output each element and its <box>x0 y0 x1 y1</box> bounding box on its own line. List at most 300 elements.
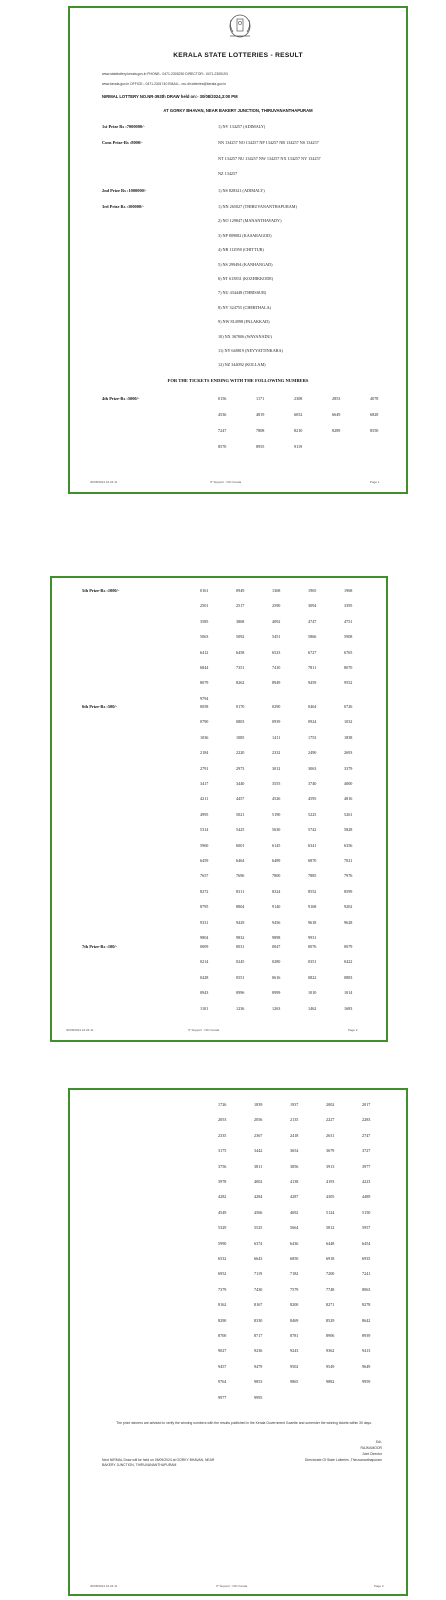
result-page-3 <box>68 1088 408 1596</box>
prize-number: 4282 <box>218 1194 227 1200</box>
prize-number: 4284 <box>254 1194 263 1200</box>
prize-number: 8272 <box>200 888 209 894</box>
prize-number: 2308 <box>294 396 303 401</box>
prize-number: 7119 <box>254 1271 263 1277</box>
prize-number: 8781 <box>290 1333 299 1338</box>
cons-prize-line: NT 134257 NU 134257 NW 134257 NX 134257 NY 134257 <box>218 155 321 161</box>
prize-number: 7885 <box>308 873 317 879</box>
prize-number: 6436 <box>290 1240 299 1246</box>
prize-number: 3417 <box>200 781 209 786</box>
prize-number: 0726 <box>344 704 353 709</box>
prize-number: 7241 <box>362 1271 371 1277</box>
prize-number: 2184 <box>200 750 209 756</box>
prize-number: 3442 <box>254 1148 263 1154</box>
kerala-emblem-icon <box>225 12 255 40</box>
prize-number: 4287 <box>290 1194 299 1200</box>
prize-number: 4457 <box>236 796 245 802</box>
second-prize-label: 2nd Prize Rs :1000000/- <box>102 188 147 193</box>
prize-number: 6828 <box>370 412 379 417</box>
prize-number: 0616 <box>272 974 281 980</box>
prize-number: 4819 <box>256 412 265 417</box>
prize-number: 5742 <box>308 827 317 833</box>
prize-number: 7200 <box>326 1271 335 1277</box>
prize-number: 8324 <box>272 888 281 894</box>
prize-number: 0943 <box>200 990 209 996</box>
prize-number: 1726 <box>218 1102 227 1107</box>
prize-number: 9413 <box>362 1348 371 1354</box>
prize-number: 8271 <box>326 1302 335 1308</box>
prize-number: 9865 <box>290 1379 299 1385</box>
prize-number: 9168 <box>308 904 317 910</box>
footer-timestamp: 30/08/2024 16:24:11 <box>66 1028 94 1032</box>
prize-number: 1965 <box>308 588 317 593</box>
prize-number: 8570 <box>218 444 227 449</box>
fourth-prize-label: 4th Prize-Rs :5000/- <box>102 396 140 401</box>
prize-number: 0079 <box>344 944 353 949</box>
prize-number: 6870 <box>308 858 317 863</box>
prize-number: 5960 <box>200 842 209 848</box>
prize-number: 3727 <box>362 1148 371 1154</box>
prize-number: 2501 <box>200 603 209 609</box>
prize-number: 3094 <box>308 603 317 609</box>
prize-number: 2973 <box>236 765 245 771</box>
prize-number: 1683 <box>344 1005 353 1011</box>
prize-number: 9119 <box>294 444 303 449</box>
prize-number: 4002 <box>254 1179 263 1184</box>
prize-number: 4816 <box>344 796 353 802</box>
prize-number: 2056 <box>254 1117 263 1123</box>
prize-number: 8599 <box>344 888 353 894</box>
prize-number: 0996 <box>236 990 245 996</box>
page-title: KERALA STATE LOTTERIES - RESULT <box>173 52 303 59</box>
prize-number: 3063 <box>308 765 317 771</box>
prize-number: 0058 <box>200 704 209 709</box>
prize-number: 3856 <box>290 1163 299 1169</box>
prize-number: 9853 <box>254 1379 263 1385</box>
prize-number: 4138 <box>290 1179 299 1184</box>
prize-number: 2053 <box>218 1117 227 1123</box>
prize-number: 4489 <box>362 1194 371 1200</box>
prize-number: 7021 <box>344 858 353 863</box>
cons-prize-line: NN 134257 NO 134257 NP 134257 NR 134257 NS 134257 <box>218 140 319 145</box>
prize-number: 8717 <box>254 1333 263 1338</box>
prize-number: 8330 <box>254 1317 263 1323</box>
next-draw-notice: Next NIRMAL Draw will be held on 06/09/2024 at GORKY BHAVAN, NEAR BAKERY JUNCTION, THIRUVANANTHAPURAM <box>102 1458 215 1468</box>
prize-number: 9457 <box>218 1363 227 1369</box>
prize-number: 5451 <box>272 634 281 640</box>
prize-number: 1838 <box>344 734 353 740</box>
prize-number: 8906 <box>326 1333 335 1338</box>
prize-number: 6844 <box>200 665 209 670</box>
prize-number: 8552 <box>308 888 317 894</box>
prize-number: 5063 <box>200 634 209 640</box>
prize-number: 3868 <box>236 618 245 624</box>
prize-number: 6918 <box>326 1256 335 1261</box>
prize-number: 6448 <box>326 1240 335 1246</box>
prize-number: 8278 <box>362 1302 371 1308</box>
prize-number: 1937 <box>290 1102 299 1107</box>
second-prize-winner: 1) NS 828321 (ADIMALY) <box>218 188 265 193</box>
prize-number: 3585 <box>200 618 209 624</box>
prize-number: 5021 <box>236 811 245 817</box>
prize-number: 1014 <box>344 990 353 996</box>
prize-number: 0170 <box>236 704 245 709</box>
prize-number: 8200 <box>290 1302 299 1308</box>
prize-number: 9995 <box>254 1394 263 1400</box>
prize-number: 8949 <box>272 680 281 686</box>
prize-number: 7696 <box>236 873 245 879</box>
prize-number: 4078 <box>370 396 379 401</box>
prize-number: 6523 <box>272 649 281 655</box>
prize-number: 0290 <box>272 704 281 709</box>
third-prize-winner: 8) NV 324755 (CHERTHALA) <box>218 304 272 310</box>
prize-number: 9764 <box>218 1379 227 1385</box>
prize-number: 4526 <box>272 796 281 802</box>
prize-number: 1368 <box>272 588 281 593</box>
prize-number: 7579 <box>290 1286 299 1292</box>
prize-number: 3977 <box>362 1163 371 1169</box>
prize-number: 1236 <box>236 1005 245 1011</box>
prize-number: 8700 <box>218 1333 227 1338</box>
prize-number: 4566 <box>254 1209 263 1215</box>
ending-numbers-heading: FOR THE TICKETS ENDING WITH THE FOLLOWING NUMBERS <box>167 378 309 383</box>
prize-number: 8289 <box>332 428 341 433</box>
prize-number: 2002 <box>326 1102 335 1107</box>
draw-info: NIRMAL LOTTERY NO.NR-393th DRAW held on:- 30/08/2024,3:00 PM <box>102 94 238 99</box>
prize-number: 2227 <box>326 1117 335 1123</box>
prize-number: 1010 <box>308 990 317 996</box>
prize-number: 5190 <box>272 811 281 817</box>
prize-number: 0999 <box>272 990 281 996</box>
prize-number: 6145 <box>272 842 281 848</box>
third-prize-winner: 1) NN 265027 (THIRUVANANTHAPURAM) <box>218 204 297 209</box>
prize-number: 1839 <box>254 1102 263 1107</box>
prize-number: 9549 <box>326 1363 335 1369</box>
prize-number: 8063 <box>362 1286 371 1292</box>
prize-number: 8469 <box>290 1317 299 1323</box>
prize-number: 1085 <box>236 734 245 740</box>
prize-number: 3395 <box>344 603 353 609</box>
prize-number: 9649 <box>362 1363 371 1369</box>
prize-number: 7410 <box>272 665 281 670</box>
prize-number: 3679 <box>326 1148 335 1154</box>
prize-number: 2283 <box>362 1117 371 1123</box>
prize-number: 9140 <box>272 904 281 910</box>
prize-number: 1036 <box>200 734 209 740</box>
prize-number: 3740 <box>308 781 317 786</box>
prize-number: 0245 <box>236 959 245 965</box>
prize-number: 9456 <box>272 919 281 925</box>
prize-number: 8262 <box>236 680 245 686</box>
prize-number: 0422 <box>344 959 353 965</box>
prize-number: 1101 <box>200 1005 209 1011</box>
prize-number: 5314 <box>200 827 209 833</box>
prize-number: 5828 <box>344 827 353 833</box>
prize-number: 9832 <box>236 935 245 940</box>
third-prize-winner: 4) NR 112950 (CHITTUR) <box>218 247 264 253</box>
footer-support: IT Support : NIC Kerala <box>188 1028 220 1032</box>
prize-number: 2747 <box>362 1132 371 1138</box>
third-prize-winner: 6) NT 615831 (KOZHIKKODE) <box>218 276 274 281</box>
venue: AT GORKY BHAVAN, NEAR BAKERY JUNCTION, THIRUVANANTHAPURAM <box>163 108 313 113</box>
prize-number: 7808 <box>256 428 265 433</box>
signature-sd: Sd/- <box>375 1440 382 1444</box>
prize-number: 6458 <box>236 649 245 655</box>
prize-number: 8070 <box>344 665 353 670</box>
prize-number: 1968 <box>344 588 353 593</box>
prize-number: 3012 <box>272 765 281 771</box>
third-prize-winner: 10) NX 367006 (WAYANADU) <box>218 333 272 339</box>
prize-number: 6374 <box>254 1240 263 1246</box>
cons-prize-numbers <box>218 135 390 182</box>
prize-number: 0156 <box>218 396 227 401</box>
prize-number: 7430 <box>254 1286 263 1292</box>
third-prize-label: 3rd Prize Rs :100000/- <box>102 204 144 209</box>
prize-number: 8079 <box>200 680 209 686</box>
sixth-prize-label: 6th Prize-Rs :500/- <box>82 704 118 709</box>
prize-number: 7800 <box>272 873 281 879</box>
prize-number: 8167 <box>254 1302 263 1308</box>
prize-number: 9628 <box>344 919 353 925</box>
third-prize-winner: 9) NW 814998 (PALAKKAD) <box>218 319 270 325</box>
prize-number: 5957 <box>362 1225 371 1231</box>
fifth-prize-label: 5th Prize-Rs :1000/- <box>82 588 120 593</box>
prize-number: 4000 <box>344 781 353 786</box>
prize-number: 4211 <box>200 796 209 802</box>
third-prize-winner: 5) NS 299494 (KANHANGAD) <box>218 261 273 267</box>
third-prize-winner: 12) NZ 344092 (KOLLAM) <box>218 362 266 368</box>
prize-number: 4193 <box>326 1179 335 1184</box>
first-prize-label: 1st Prize Rs :7000000/- <box>102 124 145 129</box>
prize-number: 6489 <box>272 858 281 863</box>
prize-number: 9479 <box>254 1363 263 1369</box>
prize-number: 9236 <box>254 1348 263 1354</box>
prize-number: 6935 <box>362 1256 371 1261</box>
prize-number: 4549 <box>218 1209 227 1215</box>
signatory-title: Joint Director <box>362 1452 382 1456</box>
prize-number: 0428 <box>200 974 209 980</box>
prize-number: 9243 <box>290 1348 299 1354</box>
prize-number: 8290 <box>218 1317 227 1323</box>
cons-prize-line: NZ 134257 <box>218 171 238 176</box>
prize-number: 8550 <box>370 428 379 433</box>
prize-number: 2135 <box>290 1117 299 1123</box>
prize-number: 4595 <box>308 796 317 802</box>
prize-number: 3440 <box>236 781 245 786</box>
prize-number: 8210 <box>294 428 303 433</box>
prize-number: 8162 <box>218 1302 227 1308</box>
prize-number: 3555 <box>272 781 281 786</box>
prize-number: 2490 <box>308 750 317 756</box>
prize-number: 8955 <box>256 444 265 449</box>
prize-number: 5150 <box>362 1209 371 1215</box>
prize-number: 9429 <box>236 919 245 925</box>
prize-number: 5812 <box>326 1225 335 1231</box>
prize-number: 9959 <box>362 1379 371 1385</box>
prize-number: 1171 <box>256 396 265 401</box>
prize-number: 0803 <box>236 719 245 725</box>
prize-number: 1032 <box>344 719 353 725</box>
footer-support: IT Support : NIC Kerala <box>216 1584 248 1588</box>
result-page-1 <box>68 6 408 494</box>
prize-number: 2017 <box>362 1102 371 1107</box>
prize-number: 3913 <box>326 1163 335 1169</box>
prize-number: 9027 <box>218 1348 227 1354</box>
prize-number: 2590 <box>272 603 281 609</box>
prize-number: 6464 <box>236 858 245 863</box>
prize-number: 2220 <box>236 750 245 756</box>
prize-number: 0924 <box>308 719 317 725</box>
prize-number: 0949 <box>236 588 245 593</box>
prize-number: 9882 <box>326 1379 335 1385</box>
prize-number: 4223 <box>362 1179 371 1184</box>
prize-number: 2631 <box>326 1132 335 1138</box>
prize-number: 9362 <box>326 1348 335 1354</box>
prize-number: 0351 <box>308 959 317 965</box>
prize-number: 2853 <box>332 396 341 401</box>
prize-number: 3756 <box>218 1163 227 1169</box>
prize-number: 7811 <box>308 665 317 670</box>
footer-support: IT Support : NIC Kerala <box>210 480 242 484</box>
third-prize-winner: 3) NP 809082 (KASARAGOD) <box>218 232 272 238</box>
prize-number: 9618 <box>308 919 317 925</box>
prize-number: 5630 <box>272 827 281 833</box>
prize-number: 5124 <box>326 1209 335 1215</box>
prize-number: 0047 <box>272 944 281 949</box>
prize-number: 6356 <box>344 842 353 848</box>
prize-number: 7748 <box>326 1286 335 1292</box>
prize-number: 4751 <box>344 618 353 624</box>
prize-number: 5908 <box>344 634 353 640</box>
prize-number: 9898 <box>272 935 281 940</box>
prize-number: 6952 <box>218 1271 227 1277</box>
prize-number: 5990 <box>218 1240 227 1246</box>
prize-number: 4305 <box>326 1194 335 1200</box>
prize-number: 0883 <box>344 974 353 980</box>
prize-number: 9794 <box>200 695 209 701</box>
prize-number: 9804 <box>200 935 209 940</box>
prize-number: 8642 <box>362 1317 371 1323</box>
footer-page-number: Page 1 <box>370 480 380 484</box>
prize-number: 6532 <box>218 1256 227 1261</box>
prize-number: 7351 <box>236 665 245 670</box>
prize-number: 5225 <box>308 811 317 817</box>
contact-line-2: www.kerala.gov.in OFFICE:- 0471-2301740 EMAIL:- cru.dir.lotteries@kerala.gov.in <box>102 82 226 86</box>
prize-number: 9502 <box>290 1363 299 1369</box>
prize-number: 8529 <box>326 1317 335 1323</box>
prize-number: 8804 <box>236 904 245 910</box>
prize-number: 4747 <box>308 618 317 624</box>
prize-number: 6850 <box>290 1256 299 1261</box>
prize-number: 9202 <box>344 904 353 910</box>
prize-number: 5261 <box>344 811 353 817</box>
prize-number: 5866 <box>308 634 317 640</box>
directorate: Directorate Of State Lotteries ,Thiruvananthapuram <box>304 1458 382 1462</box>
prize-number: 6765 <box>344 649 353 655</box>
prize-number: 5092 <box>236 634 245 640</box>
result-page-2 <box>50 576 388 1042</box>
prize-number: 1411 <box>272 734 281 740</box>
footer-page-number: Page 2 <box>348 1028 358 1032</box>
prize-number: 4692 <box>290 1209 299 1215</box>
first-prize-winner: 1) NV 134257 (ADIMALY) <box>218 124 266 129</box>
prize-number: 8795 <box>200 904 209 910</box>
prize-number: 6052 <box>294 412 303 417</box>
prize-number: 0161 <box>200 588 209 593</box>
prize-number: 0031 <box>236 944 245 949</box>
prize-number: 2517 <box>236 603 245 609</box>
signatory-name: RAJKAMOOR <box>360 1446 382 1450</box>
prize-number: 2332 <box>272 750 281 756</box>
prize-number: 2418 <box>290 1132 299 1138</box>
prize-number: 0280 <box>272 959 281 965</box>
prize-number: 8939 <box>362 1333 371 1338</box>
prize-number: 5329 <box>218 1225 227 1231</box>
seventh-prize-label: 7th Prize-Rs :100/- <box>82 944 118 949</box>
prize-number: 3654 <box>290 1148 299 1154</box>
prize-number: 9459 <box>308 680 317 686</box>
prize-number: 1753 <box>308 734 317 740</box>
prize-number: 4092 <box>272 618 281 624</box>
prize-number: 0076 <box>308 944 317 949</box>
prize-number: 3811 <box>254 1163 263 1169</box>
prize-number: 7247 <box>218 428 227 433</box>
prize-number: 4995 <box>200 811 209 817</box>
prize-number: 3379 <box>344 765 353 771</box>
prize-number: 6454 <box>362 1240 371 1246</box>
prize-number: 8311 <box>236 888 245 894</box>
prize-number: 7182 <box>290 1271 299 1277</box>
footer-page-number: Page 3 <box>374 1584 384 1588</box>
prize-number: 0790 <box>200 719 209 725</box>
prize-number: 0464 <box>308 704 317 709</box>
prize-number: 0551 <box>236 974 245 980</box>
prize-number: 4536 <box>218 412 227 417</box>
prize-notice: The prize winners are advised to verify the winning numbers with the results published in the Kerala Government Gazette and surrender the winning tickets within 30 days. <box>116 1421 372 1425</box>
prize-number: 6643 <box>254 1256 263 1261</box>
prize-number: 5425 <box>236 827 245 833</box>
prize-number: 5664 <box>290 1225 299 1231</box>
prize-number: 3175 <box>218 1148 227 1154</box>
third-prize-winner: 2) NO 129847 (MANANTHAVADY) <box>218 218 282 224</box>
prize-number: 0822 <box>308 974 317 980</box>
third-prize-winner: 11) NY 648819 (NEYYATTINKARA) <box>218 348 283 353</box>
contact-line-1: www.statelottery.kerala.gov.in PHONE:- 0471-2305230 DIRECTOR:- 0471-2305193 <box>102 72 228 76</box>
prize-number: 9331 <box>200 919 209 925</box>
prize-number: 0009 <box>200 944 209 949</box>
prize-number: 2335 <box>218 1132 227 1138</box>
prize-number: 2791 <box>200 765 209 771</box>
prize-number: 9977 <box>218 1394 227 1400</box>
prize-number: 9552 <box>344 680 353 686</box>
prize-number: 9931 <box>308 935 317 940</box>
prize-number: 5525 <box>254 1225 263 1231</box>
footer-timestamp: 30/08/2024 16:24:11 <box>90 1584 118 1588</box>
prize-number: 3978 <box>218 1179 227 1184</box>
footer-timestamp: 30/08/2024 16:24:11 <box>90 480 118 484</box>
prize-number: 7379 <box>218 1286 227 1292</box>
prize-number: 6341 <box>308 842 317 848</box>
third-prize-winner: 7) NU 434448 (THRISSUR) <box>218 290 267 296</box>
prize-number: 0214 <box>200 959 209 965</box>
prize-number: 6001 <box>236 842 245 848</box>
prize-number: 7657 <box>200 873 209 879</box>
prize-number: 6649 <box>332 412 341 417</box>
prize-number: 1263 <box>272 1005 281 1011</box>
prize-number: 2693 <box>344 750 353 756</box>
cons-prize-label: Cons Prize-Rs :8000/- <box>102 140 143 145</box>
prize-number: 6459 <box>200 858 209 863</box>
